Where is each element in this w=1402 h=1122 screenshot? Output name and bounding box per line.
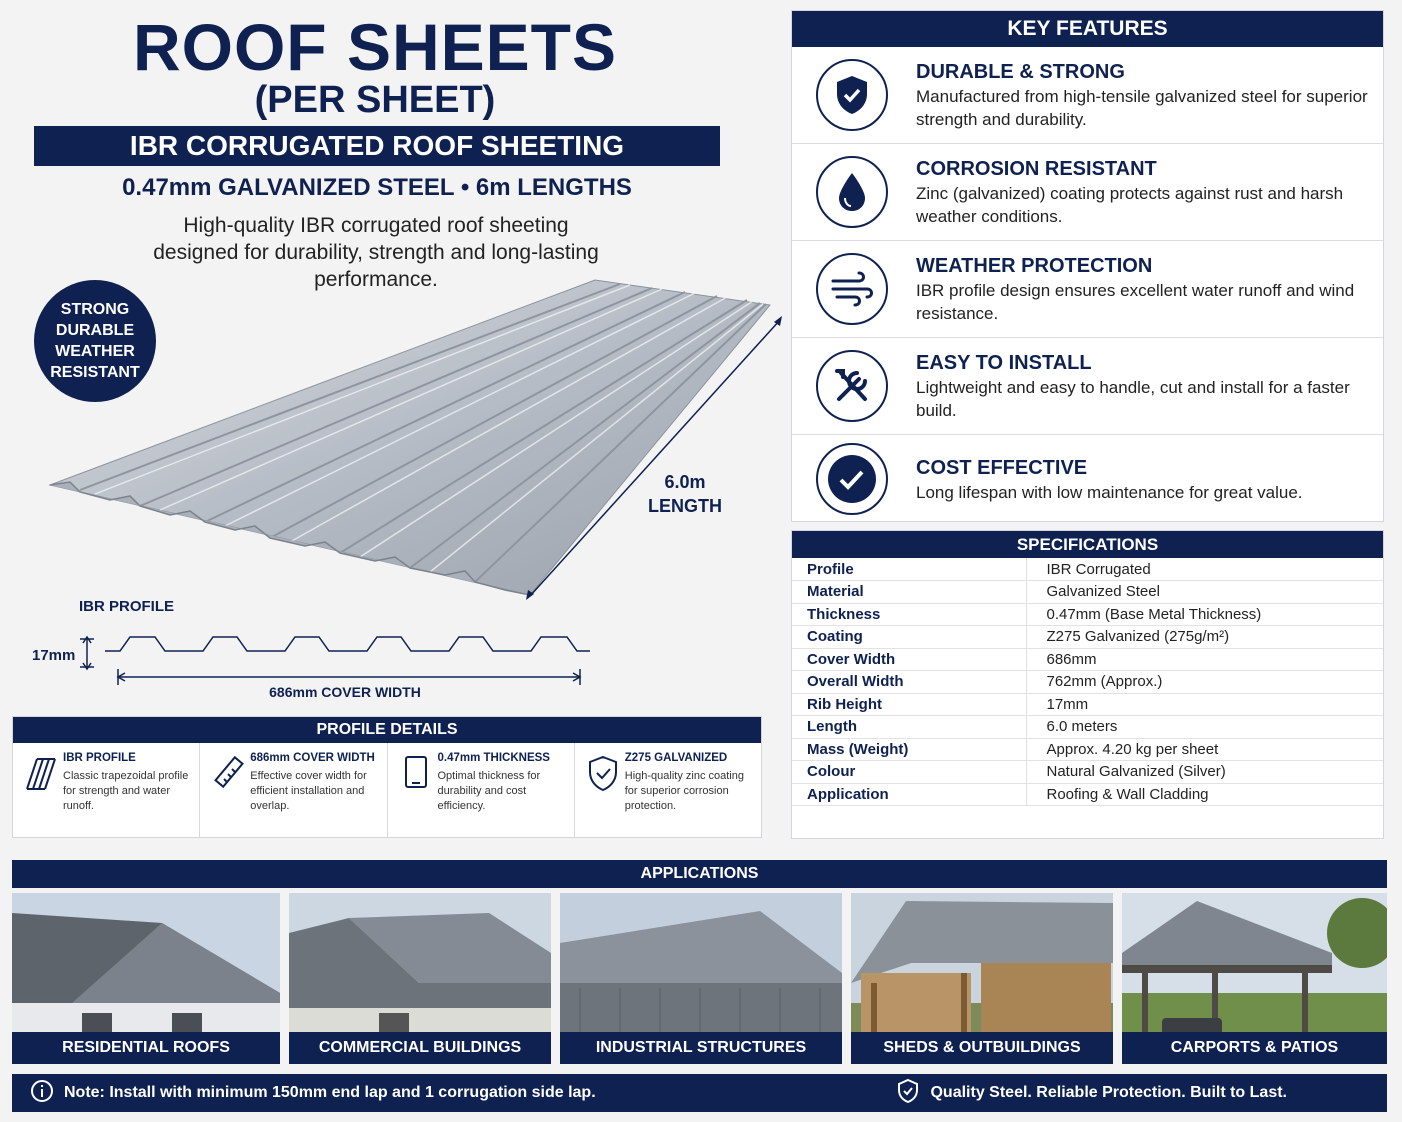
profile-details-heading: PROFILE DETAILS	[13, 717, 761, 743]
application-label: CARPORTS & PATIOS	[1122, 1032, 1387, 1064]
badge-line: WEATHER	[55, 343, 135, 360]
spec-value: Galvanized Steel	[1026, 581, 1383, 604]
page-title: ROOF SHEETS	[132, 10, 618, 84]
application-card	[12, 893, 280, 1064]
specifications-panel	[791, 530, 1384, 839]
application-label: SHEDS & OUTBUILDINGS	[851, 1032, 1113, 1064]
length-caption: LENGTH	[648, 496, 722, 516]
key-feature-item	[792, 47, 1383, 144]
quality-slogan-text: Quality Steel. Reliable Protection. Built to Last.	[930, 1084, 1287, 1101]
spec-row	[792, 783, 1383, 806]
profile-details-panel	[12, 716, 762, 838]
key-feature-item	[792, 144, 1383, 241]
key-feature-item	[792, 338, 1383, 435]
spec-key: Mass (Weight)	[792, 738, 1026, 761]
spec-row	[792, 738, 1383, 761]
key-feature-title: COST EFFECTIVE	[916, 456, 1088, 479]
spec-row	[792, 558, 1383, 581]
install-note	[30, 1079, 596, 1108]
water-drop-icon	[816, 156, 888, 228]
key-feature-desc: Zinc (galvanized) coating protects against rust and harsh weather conditions.	[916, 184, 1344, 226]
footer-bar	[12, 1074, 1387, 1112]
spec-row	[792, 626, 1383, 649]
profile-sheets-icon	[23, 751, 63, 837]
install-note-text: Note: Install with minimum 150mm end lap and 1 corrugation side lap.	[64, 1084, 596, 1101]
spec-value: Roofing & Wall Cladding	[1026, 783, 1383, 806]
profile-detail-item	[200, 743, 387, 837]
spec-key: Thickness	[792, 603, 1026, 626]
profile-detail-item	[388, 743, 575, 837]
application-card	[560, 893, 842, 1064]
spec-key: Material	[792, 581, 1026, 604]
profile-detail-item	[13, 743, 200, 837]
spec-value: 17mm	[1026, 693, 1383, 716]
profile-detail-desc: Classic trapezoidal profile for strength and water runoff.	[63, 770, 189, 812]
applications-heading: APPLICATIONS	[12, 860, 1387, 888]
spec-value: 0.47mm (Base Metal Thickness)	[1026, 603, 1383, 626]
length-value: 6.0m	[664, 472, 706, 492]
profile-detail-desc: Effective cover width for efficient installation and overlap.	[250, 770, 367, 812]
key-feature-desc: IBR profile design ensures excellent water runoff and wind resistance.	[916, 281, 1355, 323]
spec-value: Natural Galvanized (Silver)	[1026, 761, 1383, 784]
ruler-icon	[210, 751, 250, 837]
shield-check-icon	[816, 59, 888, 131]
application-label: RESIDENTIAL ROOFS	[12, 1032, 280, 1064]
profile-detail-desc: Optimal thickness for durability and cost efficiency.	[437, 770, 541, 812]
page-subtitle: (PER SHEET)	[254, 79, 496, 121]
wind-icon	[816, 253, 888, 325]
spec-row	[792, 693, 1383, 716]
length-label	[630, 470, 740, 518]
spec-value: Approx. 4.20 kg per sheet	[1026, 738, 1383, 761]
application-card	[289, 893, 551, 1064]
spec-line: 0.47mm GALVANIZED STEEL • 6m LENGTHS	[122, 174, 632, 201]
key-feature-title: WEATHER PROTECTION	[916, 255, 1153, 277]
spec-value: 762mm (Approx.)	[1026, 671, 1383, 694]
tagline: High-quality IBR corrugated roof sheeting designed for durability, strength and long-lasting performance.	[153, 214, 599, 291]
spec-value: IBR Corrugated	[1026, 558, 1383, 581]
spec-value: 6.0 meters	[1026, 716, 1383, 739]
spec-key: Cover Width	[792, 648, 1026, 671]
key-feature-item	[792, 435, 1383, 523]
shield-check-icon	[585, 751, 625, 837]
key-feature-item	[792, 241, 1383, 338]
spec-value: 686mm	[1026, 648, 1383, 671]
info-icon	[30, 1079, 54, 1108]
quality-slogan	[896, 1078, 1287, 1109]
spec-key: Overall Width	[792, 671, 1026, 694]
profile-detail-title: IBR PROFILE	[63, 752, 136, 764]
profile-detail-item	[575, 743, 761, 837]
key-feature-desc: Long lifespan with low maintenance for great value.	[916, 482, 1303, 502]
badge-line: RESISTANT	[50, 364, 140, 381]
thickness-icon	[398, 751, 438, 837]
key-feature-title: EASY TO INSTALL	[916, 352, 1092, 374]
application-label: COMMERCIAL BUILDINGS	[289, 1032, 551, 1064]
spec-row	[792, 716, 1383, 739]
spec-key: Application	[792, 783, 1026, 806]
tools-icon	[816, 350, 888, 422]
spec-row	[792, 648, 1383, 671]
spec-key: Colour	[792, 761, 1026, 784]
check-circle-icon	[816, 443, 888, 515]
profile-title: IBR PROFILE	[79, 598, 175, 615]
specifications-heading: SPECIFICATIONS	[792, 531, 1383, 558]
roof-sheet-illustration	[40, 270, 800, 610]
key-feature-title: CORROSION RESISTANT	[916, 158, 1157, 180]
profile-detail-title: 686mm COVER WIDTH	[250, 752, 375, 764]
cover-width-label: 686mm COVER WIDTH	[269, 684, 421, 700]
spec-row	[792, 761, 1383, 784]
profile-detail-desc: High-quality zinc coating for superior corrosion protection.	[624, 770, 744, 812]
spec-key: Rib Height	[792, 693, 1026, 716]
spec-key: Length	[792, 716, 1026, 739]
application-label: INDUSTRIAL STRUCTURES	[560, 1032, 842, 1064]
profile-detail-title: Z275 GALVANIZED	[624, 752, 728, 764]
spec-row	[792, 581, 1383, 604]
key-features-panel	[791, 10, 1384, 522]
key-features-heading: KEY FEATURES	[792, 11, 1383, 47]
profile-detail-title: 0.47mm THICKNESS	[437, 752, 550, 764]
badge-line: STRONG	[60, 301, 130, 318]
rib-height-label: 17mm	[32, 647, 76, 664]
badge-line: DURABLE	[55, 322, 135, 339]
shield-check-icon	[896, 1078, 920, 1109]
spec-row	[792, 603, 1383, 626]
spec-key: Coating	[792, 626, 1026, 649]
specifications-table	[792, 558, 1383, 806]
spec-row	[792, 671, 1383, 694]
application-card	[1122, 893, 1387, 1064]
product-name-bar: IBR CORRUGATED ROOF SHEETING	[34, 126, 720, 166]
spec-value: Z275 Galvanized (275g/m²)	[1026, 626, 1383, 649]
key-feature-title: DURABLE & STRONG	[916, 61, 1125, 83]
spec-key: Profile	[792, 558, 1026, 581]
key-feature-desc: Manufactured from high-tensile galvanized steel for superior strength and durability.	[916, 87, 1368, 129]
key-feature-desc: Lightweight and easy to handle, cut and install for a faster build.	[916, 378, 1350, 420]
application-card	[851, 893, 1113, 1064]
